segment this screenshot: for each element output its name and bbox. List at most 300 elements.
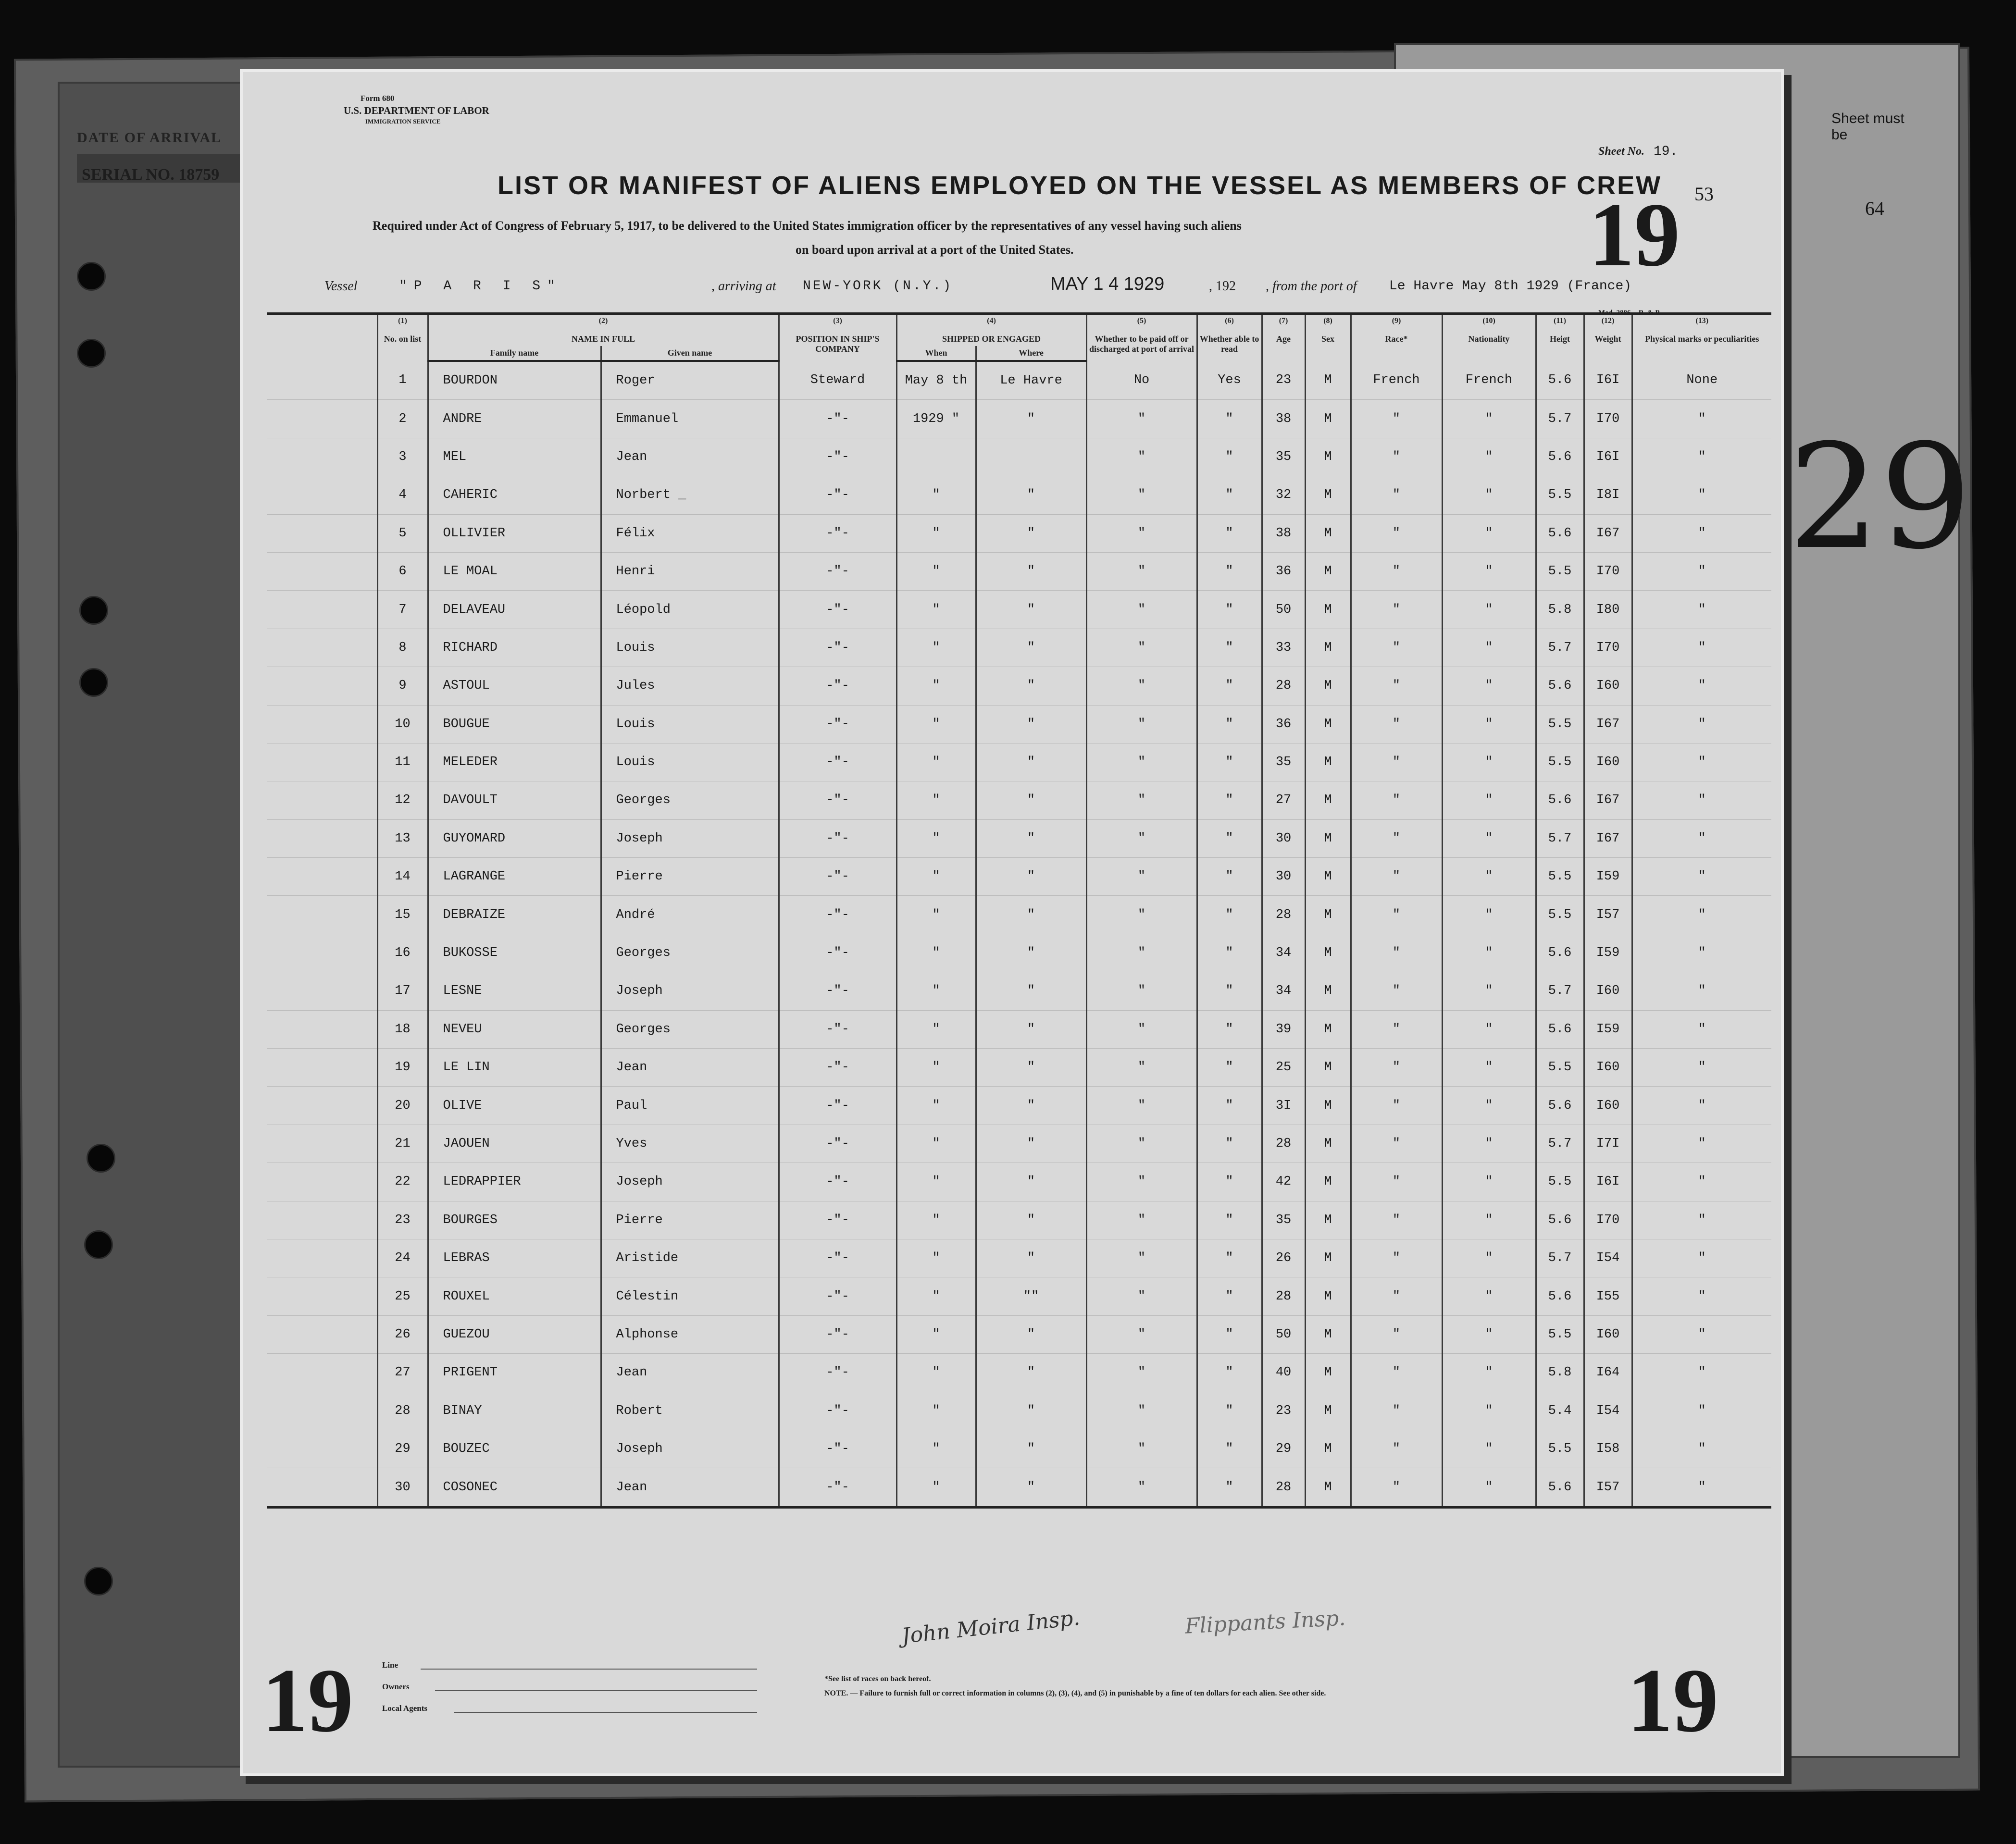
height-cell: 5.6 (1536, 361, 1584, 400)
nationality-cell: " (1442, 552, 1536, 590)
punch-hole (77, 262, 106, 291)
sex-cell: M (1305, 1277, 1351, 1315)
shipped-when-cell: " (896, 972, 976, 1010)
age-cell: 28 (1262, 1277, 1305, 1315)
position-cell: -"- (779, 629, 896, 667)
table-row (267, 705, 1771, 743)
header-physical-marks: (13) Physical marks or peculiarities (1632, 314, 1771, 361)
position-cell: -"- (779, 1010, 896, 1048)
race-cell: " (1351, 476, 1442, 514)
race-cell: " (1351, 591, 1442, 629)
nationality-cell: " (1442, 934, 1536, 972)
stamped-sheet-number: 19 (1589, 185, 1680, 285)
weight-cell: I57 (1584, 896, 1632, 934)
weight-cell: I67 (1584, 514, 1632, 552)
paid-off-cell: " (1086, 934, 1197, 972)
list-number-cell: 8 (377, 629, 428, 667)
table-row (267, 400, 1771, 438)
paid-off-cell: " (1086, 438, 1197, 476)
shipped-where-cell: " (976, 1392, 1086, 1430)
physical-marks-cell: " (1632, 514, 1771, 552)
header-able-to-read: (6) Whether able to read (1197, 314, 1262, 361)
sex-cell: M (1305, 1468, 1351, 1507)
shipped-when-cell: " (896, 1239, 976, 1277)
sex-cell: M (1305, 1315, 1351, 1353)
list-number-cell: 13 (377, 819, 428, 857)
paid-off-cell: " (1086, 781, 1197, 819)
sex-cell: M (1305, 1087, 1351, 1125)
local-agents-field (454, 1712, 757, 1713)
able-to-read-cell: " (1197, 438, 1262, 476)
position-cell: -"- (779, 972, 896, 1010)
arriving-port: NEW-YORK (N.Y.) (803, 279, 953, 294)
table-row (267, 858, 1771, 896)
age-cell: 50 (1262, 591, 1305, 629)
subtitle-line-2: on board upon arrival at a port of the United States. (796, 243, 1074, 257)
shipped-when-cell: " (896, 476, 976, 514)
punch-hole (79, 596, 108, 625)
physical-marks-cell: " (1632, 896, 1771, 934)
weight-cell: I67 (1584, 781, 1632, 819)
header-name-in-full: (2) NAME IN FULL (428, 314, 779, 347)
margin-cell (267, 514, 377, 552)
age-cell: 30 (1262, 819, 1305, 857)
local-agents-label: Local Agents (382, 1704, 427, 1713)
family-name-cell: GUEZOU (428, 1315, 601, 1353)
able-to-read-cell: " (1197, 1315, 1262, 1353)
physical-marks-cell: " (1632, 400, 1771, 438)
nationality-cell: " (1442, 1239, 1536, 1277)
able-to-read-cell: Yes (1197, 361, 1262, 400)
able-to-read-cell: " (1197, 1163, 1262, 1201)
owners-label: Owners (382, 1682, 410, 1691)
manifest-sheet (243, 72, 1781, 1773)
age-cell: 36 (1262, 705, 1305, 743)
physical-marks-cell: " (1632, 1430, 1771, 1468)
given-name-cell: Roger (601, 361, 779, 400)
age-cell: 3I (1262, 1087, 1305, 1125)
sex-cell: M (1305, 896, 1351, 934)
race-cell: " (1351, 743, 1442, 781)
paid-off-cell: " (1086, 400, 1197, 438)
position-cell: -"- (779, 1049, 896, 1087)
position-cell: Steward (779, 361, 896, 400)
family-name-cell: LESNE (428, 972, 601, 1010)
shipped-where-cell: " (976, 1354, 1086, 1392)
paid-off-cell: " (1086, 858, 1197, 896)
race-cell: " (1351, 1315, 1442, 1353)
family-name-cell: LE LIN (428, 1049, 601, 1087)
able-to-read-cell: " (1197, 514, 1262, 552)
shipped-where-cell: " (976, 1010, 1086, 1048)
table-row (267, 781, 1771, 819)
shipped-when-cell: " (896, 819, 976, 857)
from-port-label: , from the port of (1266, 279, 1357, 294)
list-number-cell: 17 (377, 972, 428, 1010)
family-name-cell: OLLIVIER (428, 514, 601, 552)
page-title: LIST OR MANIFEST OF ALIENS EMPLOYED ON THE VESSEL AS MEMBERS OF CREW (498, 171, 1662, 200)
height-cell: 5.6 (1536, 1277, 1584, 1315)
family-name-cell: DAVOULT (428, 781, 601, 819)
family-name-cell: PRIGENT (428, 1354, 601, 1392)
list-number-cell: 30 (377, 1468, 428, 1507)
shipped-where-cell: " (976, 514, 1086, 552)
height-cell: 5.6 (1536, 438, 1584, 476)
header-given-name: Given name (601, 346, 779, 361)
age-cell: 40 (1262, 1354, 1305, 1392)
nationality-cell: " (1442, 972, 1536, 1010)
table-row (267, 1049, 1771, 1087)
family-name-cell: DEBRAIZE (428, 896, 601, 934)
margin-cell (267, 1430, 377, 1468)
age-cell: 39 (1262, 1010, 1305, 1048)
age-cell: 34 (1262, 972, 1305, 1010)
list-number-cell: 14 (377, 858, 428, 896)
sex-cell: M (1305, 1201, 1351, 1239)
paid-off-cell: " (1086, 1010, 1197, 1048)
margin-cell (267, 819, 377, 857)
sex-cell: M (1305, 1239, 1351, 1277)
sex-cell: M (1305, 438, 1351, 476)
physical-marks-cell: " (1632, 858, 1771, 896)
paid-off-cell: " (1086, 705, 1197, 743)
position-cell: -"- (779, 514, 896, 552)
position-cell: -"- (779, 934, 896, 972)
shipped-where-cell: " (976, 972, 1086, 1010)
nationality-cell: " (1442, 743, 1536, 781)
race-cell: " (1351, 667, 1442, 705)
family-name-cell: RICHARD (428, 629, 601, 667)
shipped-when-cell: " (896, 1315, 976, 1353)
race-cell: " (1351, 1163, 1442, 1201)
race-cell: " (1351, 705, 1442, 743)
physical-marks-cell: " (1632, 1201, 1771, 1239)
shipped-where-cell: " (976, 400, 1086, 438)
table-row (267, 972, 1771, 1010)
margin-cell (267, 1277, 377, 1315)
nationality-cell: " (1442, 629, 1536, 667)
form-number: Form 680 (361, 94, 395, 103)
shipped-when-cell: " (896, 667, 976, 705)
margin-cell (267, 1468, 377, 1507)
header-height: (11) Heigt (1536, 314, 1584, 361)
line-label: Line (382, 1660, 398, 1670)
list-number-cell: 18 (377, 1010, 428, 1048)
shipped-where-cell: " (976, 781, 1086, 819)
able-to-read-cell: " (1197, 1125, 1262, 1163)
given-name-cell: Pierre (601, 858, 779, 896)
race-cell: " (1351, 972, 1442, 1010)
sex-cell: M (1305, 743, 1351, 781)
list-number-cell: 27 (377, 1354, 428, 1392)
shipped-where-cell: " (976, 743, 1086, 781)
paid-off-cell: " (1086, 629, 1197, 667)
list-number-cell: 28 (377, 1392, 428, 1430)
weight-cell: I70 (1584, 1201, 1632, 1239)
position-cell: -"- (779, 743, 896, 781)
weight-cell: I8I (1584, 476, 1632, 514)
table-row (267, 1468, 1771, 1507)
header-family-name: Family name (428, 346, 601, 361)
physical-marks-cell: " (1632, 1049, 1771, 1087)
shipped-where-cell: " (976, 552, 1086, 590)
shipped-where-cell: " (976, 1239, 1086, 1277)
shipped-where-cell: " (976, 934, 1086, 972)
physical-marks-cell: " (1632, 1354, 1771, 1392)
given-name-cell: Pierre (601, 1201, 779, 1239)
weight-cell: I67 (1584, 705, 1632, 743)
sex-cell: M (1305, 858, 1351, 896)
nationality-cell: " (1442, 1201, 1536, 1239)
margin-cell (267, 591, 377, 629)
margin-cell (267, 705, 377, 743)
race-cell: " (1351, 934, 1442, 972)
nationality-cell: " (1442, 1010, 1536, 1048)
position-cell: -"- (779, 1163, 896, 1201)
given-name-cell: Louis (601, 743, 779, 781)
table-row (267, 1239, 1771, 1277)
shipped-where-cell: " (976, 1201, 1086, 1239)
family-name-cell: COSONEC (428, 1468, 601, 1507)
family-name-cell: BOURGES (428, 1201, 601, 1239)
physical-marks-cell: " (1632, 438, 1771, 476)
sex-cell: M (1305, 1430, 1351, 1468)
list-number-cell: 6 (377, 552, 428, 590)
physical-marks-cell: " (1632, 1277, 1771, 1315)
given-name-cell: Robert (601, 1392, 779, 1430)
nationality-cell: " (1442, 705, 1536, 743)
age-cell: 32 (1262, 476, 1305, 514)
nationality-cell: " (1442, 591, 1536, 629)
table-row (267, 1201, 1771, 1239)
shipped-when-cell: " (896, 1468, 976, 1507)
able-to-read-cell: " (1197, 400, 1262, 438)
given-name-cell: Georges (601, 1010, 779, 1048)
given-name-cell: Georges (601, 934, 779, 972)
paid-off-cell: " (1086, 896, 1197, 934)
nationality-cell: " (1442, 1468, 1536, 1507)
year-label: , 192 (1209, 279, 1236, 294)
race-cell: " (1351, 1277, 1442, 1315)
race-cell: " (1351, 1049, 1442, 1087)
margin-column-header (267, 314, 377, 361)
family-name-cell: OLIVE (428, 1087, 601, 1125)
margin-cell (267, 629, 377, 667)
weight-cell: I60 (1584, 1315, 1632, 1353)
arriving-label: , arriving at (711, 279, 776, 294)
race-cell: " (1351, 1468, 1442, 1507)
sex-cell: M (1305, 400, 1351, 438)
height-cell: 5.7 (1536, 629, 1584, 667)
age-cell: 38 (1262, 400, 1305, 438)
race-cell: " (1351, 1239, 1442, 1277)
age-cell: 50 (1262, 1315, 1305, 1353)
inspector-signature-2: Flippants Insp. (1184, 1606, 1346, 1639)
shipped-when-cell: " (896, 1010, 976, 1048)
paid-off-cell: " (1086, 1125, 1197, 1163)
list-number-cell: 16 (377, 934, 428, 972)
physical-marks-cell: " (1632, 1392, 1771, 1430)
height-cell: 5.5 (1536, 476, 1584, 514)
race-cell: French (1351, 361, 1442, 400)
table-row (267, 514, 1771, 552)
weight-cell: I57 (1584, 1468, 1632, 1507)
given-name-cell: Paul (601, 1087, 779, 1125)
height-cell: 5.5 (1536, 705, 1584, 743)
height-cell: 5.6 (1536, 1468, 1584, 1507)
punch-hole (87, 1144, 115, 1173)
margin-cell (267, 1049, 377, 1087)
paid-off-cell: " (1086, 972, 1197, 1010)
position-cell: -"- (779, 1468, 896, 1507)
height-cell: 5.8 (1536, 1354, 1584, 1392)
list-number-cell: 9 (377, 667, 428, 705)
weight-cell: I6I (1584, 361, 1632, 400)
age-cell: 26 (1262, 1239, 1305, 1277)
shipped-where-cell: " (976, 1049, 1086, 1087)
header-paid-off: (5) Whether to be paid off or discharged at port of arrival (1086, 314, 1197, 361)
sex-cell: M (1305, 552, 1351, 590)
subtitle-line-1: Required under Act of Congress of February 5, 1917, to be delivered to the United States immigration officer by the representatives of any vessel having such aliens (373, 219, 1242, 233)
table-row (267, 667, 1771, 705)
vessel-label: Vessel (324, 279, 358, 294)
paid-off-cell: No (1086, 361, 1197, 400)
shipped-when-cell: " (896, 1392, 976, 1430)
position-cell: -"- (779, 1315, 896, 1353)
list-number-cell: 22 (377, 1163, 428, 1201)
position-cell: -"- (779, 781, 896, 819)
family-name-cell: ANDRE (428, 400, 601, 438)
race-cell: " (1351, 858, 1442, 896)
shipped-when-cell: " (896, 781, 976, 819)
paid-off-cell: " (1086, 1430, 1197, 1468)
arrival-stamp-text: DATE OF ARRIVAL (77, 130, 222, 146)
stamped-sheet-number-left: 19 (262, 1650, 353, 1751)
able-to-read-cell: " (1197, 743, 1262, 781)
nationality-cell: " (1442, 438, 1536, 476)
height-cell: 5.6 (1536, 1010, 1584, 1048)
shipped-where-cell: " (976, 629, 1086, 667)
underlying-page-number: 64 (1865, 198, 1884, 219)
given-name-cell: Louis (601, 629, 779, 667)
margin-cell (267, 934, 377, 972)
age-cell: 30 (1262, 858, 1305, 896)
sex-cell: M (1305, 667, 1351, 705)
able-to-read-cell: " (1197, 1010, 1262, 1048)
position-cell: -"- (779, 1087, 896, 1125)
paid-off-cell: " (1086, 1087, 1197, 1125)
table-row (267, 743, 1771, 781)
age-cell: 42 (1262, 1163, 1305, 1201)
family-name-cell: JAOUEN (428, 1125, 601, 1163)
punch-hole (79, 668, 108, 697)
able-to-read-cell: " (1197, 552, 1262, 590)
list-number-cell: 10 (377, 705, 428, 743)
shipped-where-cell: " (976, 896, 1086, 934)
sex-cell: M (1305, 972, 1351, 1010)
table-row (267, 819, 1771, 857)
weight-cell: I6I (1584, 1163, 1632, 1201)
list-number-cell: 4 (377, 476, 428, 514)
paid-off-cell: " (1086, 1392, 1197, 1430)
list-number-cell: 20 (377, 1087, 428, 1125)
list-number-cell: 25 (377, 1277, 428, 1315)
line-field (421, 1669, 757, 1670)
nationality-cell: " (1442, 1430, 1536, 1468)
margin-cell (267, 400, 377, 438)
height-cell: 5.5 (1536, 858, 1584, 896)
family-name-cell: CAHERIC (428, 476, 601, 514)
able-to-read-cell: " (1197, 858, 1262, 896)
able-to-read-cell: " (1197, 591, 1262, 629)
weight-cell: I70 (1584, 552, 1632, 590)
race-cell: " (1351, 1430, 1442, 1468)
nationality-cell: " (1442, 1087, 1536, 1125)
height-cell: 5.8 (1536, 591, 1584, 629)
physical-marks-cell: " (1632, 934, 1771, 972)
race-cell: " (1351, 1010, 1442, 1048)
age-cell: 28 (1262, 896, 1305, 934)
physical-marks-cell: " (1632, 705, 1771, 743)
handwritten-numerals: 29 (1788, 413, 1972, 581)
paid-off-cell: " (1086, 743, 1197, 781)
paid-off-cell: " (1086, 591, 1197, 629)
list-number-cell: 1 (377, 361, 428, 400)
able-to-read-cell: " (1197, 896, 1262, 934)
paid-off-cell: " (1086, 1277, 1197, 1315)
punch-hole (84, 1230, 113, 1259)
family-name-cell: GUYOMARD (428, 819, 601, 857)
table-row (267, 1315, 1771, 1353)
physical-marks-cell: " (1632, 629, 1771, 667)
age-cell: 28 (1262, 1125, 1305, 1163)
race-cell: " (1351, 629, 1442, 667)
age-cell: 35 (1262, 438, 1305, 476)
given-name-cell: Joseph (601, 972, 779, 1010)
shipped-when-cell: " (896, 934, 976, 972)
weight-cell: I59 (1584, 934, 1632, 972)
family-name-cell: LEDRAPPIER (428, 1163, 601, 1201)
physical-marks-cell: " (1632, 476, 1771, 514)
list-number-cell: 2 (377, 400, 428, 438)
shipped-when-cell: " (896, 1049, 976, 1087)
family-name-cell: NEVEU (428, 1010, 601, 1048)
height-cell: 5.6 (1536, 1087, 1584, 1125)
able-to-read-cell: " (1197, 476, 1262, 514)
sex-cell: M (1305, 705, 1351, 743)
sex-cell: M (1305, 514, 1351, 552)
height-cell: 5.5 (1536, 1049, 1584, 1087)
height-cell: 5.5 (1536, 1430, 1584, 1468)
shipped-where-cell: " (976, 591, 1086, 629)
able-to-read-cell: " (1197, 1239, 1262, 1277)
margin-cell (267, 1392, 377, 1430)
header-where: Where (976, 346, 1086, 361)
given-name-cell: Jean (601, 1049, 779, 1087)
physical-marks-cell: " (1632, 591, 1771, 629)
shipped-when-cell: " (896, 1277, 976, 1315)
able-to-read-cell: " (1197, 1392, 1262, 1430)
given-name-cell: Henri (601, 552, 779, 590)
position-cell: -"- (779, 1277, 896, 1315)
table-row (267, 476, 1771, 514)
table-row (267, 1277, 1771, 1315)
weight-cell: I64 (1584, 1354, 1632, 1392)
paid-off-cell: " (1086, 667, 1197, 705)
shipped-where-cell: " (976, 1468, 1086, 1507)
weight-cell: I60 (1584, 1049, 1632, 1087)
paid-off-cell: " (1086, 1239, 1197, 1277)
